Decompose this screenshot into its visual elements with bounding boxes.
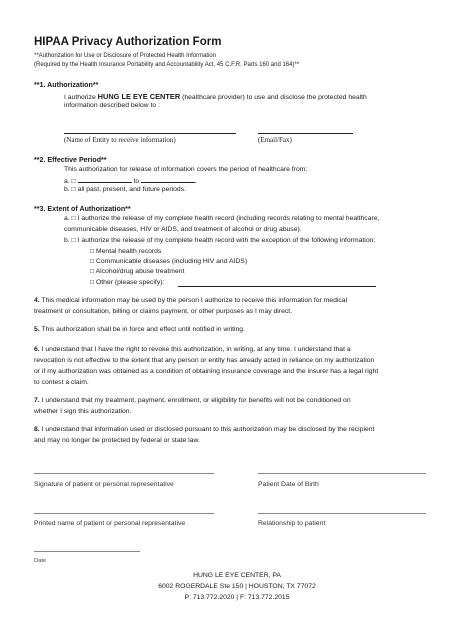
date-line[interactable] <box>34 551 140 552</box>
paragraph-8-line2: and may no longer be protected by federal or state law. <box>34 437 200 444</box>
printed-name-label: Printed name of patient or personal representative <box>34 520 186 527</box>
extent-option-b-line1[interactable]: b. □ I authorize the release of my complete health record with the exception of the following information: <box>64 237 376 244</box>
paragraph-7-line1: 7. I understand that my treatment, payment, enrollment, or eligibility for benefits will not be conditioned on <box>34 397 351 404</box>
exception-other[interactable]: □ Other (please specify): <box>90 279 165 286</box>
paragraph-6-line3: or if my authorization was obtained as a condition of obtaining insurance coverage and the insurer has a legal right <box>34 368 379 375</box>
form-subtitle-2: (Required by the Health Insurance Portability and Accountability Act, 45 C.F.R. Parts 160 and 164)** <box>34 62 300 68</box>
paragraph-5-line1: 5. This authorization shall be in force and effect until notified in writing. <box>34 326 245 333</box>
paragraph-8-line1: 8. I understand that information used or disclosed pursuant to this authorization may be disclosed by the recipient <box>34 426 375 433</box>
paragraph-4-number: 4. <box>34 297 40 304</box>
section-2-text: This authorization for release of information covers the period of healthcare from: <box>64 166 308 173</box>
paragraph-4-line2: treatment or consultation, billing or claims payment, or other purposes as I may direct. <box>34 308 293 315</box>
date-of-birth-label: Patient Date of Birth <box>258 481 319 488</box>
section-1-line2: information described below to : <box>64 102 160 109</box>
exception-other-line[interactable] <box>178 286 376 287</box>
printed-name-line[interactable] <box>34 513 214 514</box>
period-from-line[interactable] <box>78 176 132 183</box>
period-option-a-checkbox: a. □ <box>64 178 76 185</box>
section-1-heading: **1. Authorization** <box>34 81 99 89</box>
paragraph-7-number: 7. <box>34 397 40 404</box>
form-subtitle-1: **Authorization for Use or Disclosure of Protected Health Information <box>34 53 217 59</box>
section-1-lead: I authorize <box>64 94 96 101</box>
period-to-line[interactable] <box>141 176 195 183</box>
exception-alcohol-drug[interactable]: □ Alcohol/drug abuse treatment <box>90 268 185 275</box>
paragraph-8-number: 8. <box>34 426 40 433</box>
extent-option-a-line1[interactable]: a. □ I authorize the release of my complete health record (including records relating to mental healthcare, <box>64 215 380 222</box>
recipient-name-line[interactable] <box>64 133 236 134</box>
paragraph-6-line2: revocation is not effective to the extent that any person or entity has already acted in reliance on my authorization <box>34 357 375 364</box>
recipient-email-line[interactable] <box>258 133 353 134</box>
footer-address: 6002 ROGERDALE Ste 150 | HOUSTON, TX 77072 <box>158 583 316 590</box>
paragraph-5-number: 5. <box>34 326 40 333</box>
section-3-heading: **3. Extent of Authorization** <box>34 205 131 213</box>
paragraph-6-line1: 6. I understand that I have the right to revoke this authorization, in writing, at any time. I understand that a <box>34 346 351 353</box>
period-end-dot: . <box>195 178 197 185</box>
footer-phone: P: 713.772.2020 | F: 713.772.2015 <box>184 594 290 601</box>
period-option-b[interactable]: b. □ all past, present, and future periods. <box>64 186 186 193</box>
paragraph-6-line4: to contest a claim. <box>34 379 89 386</box>
relationship-line[interactable] <box>258 513 426 514</box>
paragraph-7-line2: whether I sign this authorization. <box>34 408 132 415</box>
recipient-email-label: (Email/Fax) <box>258 136 292 144</box>
exception-communicable[interactable]: □ Communicable diseases (including HIV and AIDS) <box>90 258 248 265</box>
date-label: Date <box>34 558 47 564</box>
form-title: HIPAA Privacy Authorization Form <box>34 36 222 48</box>
extent-option-a-line2: communicable diseases, HIV or AIDS, and treatment of alcohol or drug abuse). <box>64 226 302 233</box>
section-1-sentence <box>64 92 367 101</box>
relationship-label: Relationship to patient <box>258 520 326 527</box>
exception-mental-health[interactable]: □ Mental health records <box>90 248 162 255</box>
period-to-label: to <box>133 178 140 185</box>
paragraph-4-line1: 4. This medical information may be used by the person I authorize to receive this information for medical <box>34 297 348 304</box>
period-option-a[interactable] <box>64 176 197 185</box>
footer-name: HUNG LE EYE CENTER, PA <box>193 572 281 579</box>
paragraph-6-number: 6. <box>34 346 40 353</box>
section-2-heading: **2. Effective Period** <box>34 156 107 164</box>
patient-signature-label: Signature of patient or personal representative <box>34 481 174 488</box>
date-of-birth-line[interactable] <box>258 473 426 474</box>
provider-name: HUNG LE EYE CENTER <box>97 92 181 101</box>
recipient-name-label: (Name of Entity to receive information) <box>64 136 176 144</box>
section-1-rest: (healthcare provider) to use and disclose the protected health <box>182 94 367 101</box>
patient-signature-line[interactable] <box>34 473 214 474</box>
